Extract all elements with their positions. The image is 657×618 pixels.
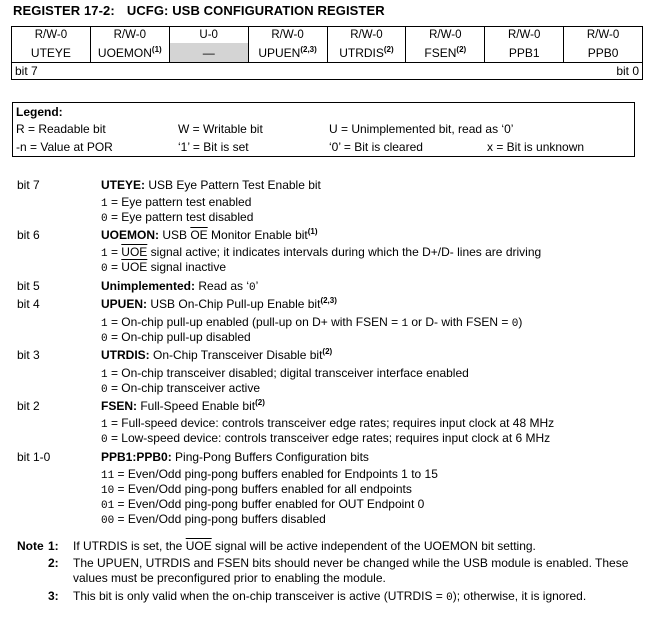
note-3-text: This bit is only valid when the on-chip transceiver is active (UTRDIS = 0); otherwise, it is ignored. xyxy=(73,589,587,604)
bit-name-cell: FSEN$^{(2)}$ xyxy=(406,43,485,63)
bit-range-cell xyxy=(12,63,643,80)
bit-label: bit 5 xyxy=(17,279,40,293)
note-number: 2: xyxy=(48,556,59,570)
bit3-title-row xyxy=(0,348,657,364)
access-cell: U-0 xyxy=(169,27,248,44)
note-2-text-line2: values must be preconfigured prior to enabling the module. xyxy=(73,571,386,585)
bit3-option-1: 1 = On-chip transceiver disabled; digital transceiver interface enabled xyxy=(101,366,469,381)
bit-description: Unimplemented: Read as ‘0’ xyxy=(101,279,259,294)
register-name: UCFG: USB CONFIGURATION REGISTER xyxy=(126,3,385,18)
legend-readable: R = Readable bit xyxy=(16,122,106,136)
register-bit-table xyxy=(11,26,643,80)
access-row xyxy=(12,27,643,44)
legend-set: ‘1’ = Bit is set xyxy=(178,140,249,154)
bit-label: bit 2 xyxy=(17,399,40,413)
bit-label: bit 3 xyxy=(17,348,40,362)
bit7-option-1: 1 = Eye pattern test enabled xyxy=(101,195,252,210)
bit-name-row xyxy=(12,43,643,63)
bit-name-cell: UPUEN$^{(2,3)}$ xyxy=(248,43,327,63)
bit6-option-0: $0 = \overline{UOE}$ signal inactive xyxy=(101,260,227,275)
bit-label: bit 6 xyxy=(17,228,40,242)
notes-heading: Note xyxy=(17,539,44,553)
bit5-title-row xyxy=(0,279,657,295)
bit7-title-row xyxy=(0,178,657,194)
bit-description: PPB1:PPB0: Ping-Pong Buffers Configuration bits xyxy=(101,450,369,464)
legend-unknown: x = Bit is unknown xyxy=(487,140,585,154)
bit-description: UOEMON: USB $\overline{OE}$ Monitor Enable bit$^{(1)}$ xyxy=(101,227,318,242)
bit6-option-1: $1 = \overline{UOE}$ signal active; it indicates intervals during which the D+/D- lines are driving xyxy=(101,245,542,260)
note-number: 3: xyxy=(48,589,59,603)
bit7-option-0: 0 = Eye pattern test disabled xyxy=(101,210,254,225)
access-cell: R/W-0 xyxy=(564,27,643,44)
bit6-title-row xyxy=(0,228,657,244)
ppb-option: 10 = Even/Odd ping-pong buffers enabled for all endpoints xyxy=(101,482,412,497)
access-cell: R/W-0 xyxy=(327,27,406,44)
bit-description: UTRDIS: On-Chip Transceiver Disable bit$^{(2)}$ xyxy=(101,347,333,362)
access-cell: R/W-0 xyxy=(406,27,485,44)
legend-por: -n = Value at POR xyxy=(16,140,113,154)
bit-low-label: bit 0 xyxy=(616,64,639,78)
bit-label: bit 1-0 xyxy=(17,450,51,464)
ppb-option: 11 = Even/Odd ping-pong buffers enabled for Endpoints 1 to 15 xyxy=(101,467,438,482)
bit-name-cell: PPB0 xyxy=(564,43,643,63)
bit-name-cell: UTEYE xyxy=(12,43,91,63)
bit2-option-1: 1 = Full-speed device: controls transceiver edge rates; requires input clock at 48 MHz xyxy=(101,416,555,431)
bit-name-cell-unimplemented: — xyxy=(169,43,248,63)
bit2-title-row xyxy=(0,399,657,415)
bit-name-cell: UOEMON$^{(1)}$ xyxy=(90,43,169,63)
legend-writable: W = Writable bit xyxy=(178,122,263,136)
bit-name-cell: PPB1 xyxy=(485,43,564,63)
ppb-option: 01 = Even/Odd ping-pong buffer enabled for OUT Endpoint 0 xyxy=(101,497,425,512)
access-cell: R/W-0 xyxy=(90,27,169,44)
bit-label: bit 4 xyxy=(17,297,40,311)
legend-box xyxy=(12,102,635,157)
bit3-option-0: 0 = On-chip transceiver active xyxy=(101,381,261,396)
legend-unimplemented: U = Unimplemented bit, read as ‘0’ xyxy=(329,122,514,136)
access-cell: R/W-0 xyxy=(248,27,327,44)
bit-description: FSEN: Full-Speed Enable bit$^{(2)}$ xyxy=(101,398,265,413)
legend-cleared: ‘0’ = Bit is cleared xyxy=(329,140,423,154)
register-number: REGISTER 17-2: xyxy=(13,3,115,18)
bit4-title-row xyxy=(0,297,657,313)
bit4-option-1: 1 = On-chip pull-up enabled (pull-up on D+ with FSEN = 1 or D- with FSEN = 0) xyxy=(101,315,523,330)
bit-name-cell: UTRDIS$^{(2)}$ xyxy=(327,43,406,63)
access-cell: R/W-0 xyxy=(12,27,91,44)
bit-label: bit 7 xyxy=(17,178,40,192)
bit2-option-0: 0 = Low-speed device: controls transceiver edge rates; requires input clock at 6 MHz xyxy=(101,431,551,446)
bit-range-row xyxy=(12,63,643,80)
bit-description: UTEYE: USB Eye Pattern Test Enable bit xyxy=(101,178,321,192)
bit1-0-title-row xyxy=(0,450,657,466)
access-cell: R/W-0 xyxy=(485,27,564,44)
note-number: 1: xyxy=(48,539,59,553)
ppb-option: 00 = Even/Odd ping-pong buffers disabled xyxy=(101,512,326,527)
register-title xyxy=(13,3,385,18)
legend-title: Legend: xyxy=(16,105,63,119)
note-2-text-line1: The UPUEN, UTRDIS and FSEN bits should never be changed while the USB module is enabled. These xyxy=(73,556,629,570)
bit-high-label: bit 7 xyxy=(15,64,38,78)
bit4-option-0: 0 = On-chip pull-up disabled xyxy=(101,330,251,345)
note-1-text: If UTRDIS is set, the $\overline{UOE}$ signal will be active independent of the UOEMON bit setting. xyxy=(73,539,536,553)
bit-description: UPUEN: USB On-Chip Pull-up Enable bit$^{(2,3)}$ xyxy=(101,296,337,311)
